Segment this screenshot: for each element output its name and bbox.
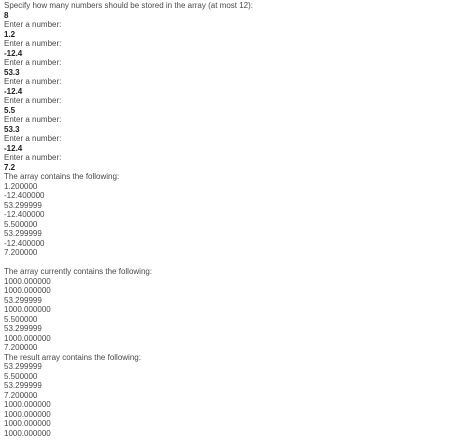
console-input-line: 5.5 (4, 105, 16, 115)
console-output-line: 53.299999 (4, 381, 42, 390)
console-input-line: 7.2 (4, 162, 16, 172)
console-output-line: Enter a number: (4, 58, 62, 67)
console-output-line: 1000.000000 (4, 276, 51, 286)
console-output-line: 53.299999 (4, 295, 42, 305)
console-input-line: -12.4 (4, 143, 23, 153)
console-output-line: 53.299999 (4, 362, 42, 371)
console-output-line: 1000.000000 (4, 333, 51, 343)
console-output-line: Enter a number: (4, 96, 62, 105)
console-output-line: 5.500000 (4, 314, 38, 324)
console-output-line: 1000.000000 (4, 400, 51, 409)
console-output-line: 5.500000 (4, 219, 38, 229)
console-input-line: 8 (4, 10, 9, 20)
console-output-line: Enter a number: (4, 39, 62, 48)
console-output-line: Enter a number: (4, 77, 62, 86)
console-input-line: 53.3 (4, 124, 20, 134)
console-output-line: -12.400000 (4, 191, 45, 200)
console-output-line: 1000.000000 (4, 305, 51, 314)
console-output-line: 53.299999 (4, 229, 42, 238)
console-output-line: 7.200000 (4, 390, 38, 400)
console-input-line: -12.4 (4, 86, 23, 96)
console-input-line: -12.4 (4, 48, 23, 58)
console-output (4, 1, 470, 438)
console-output-line: 5.500000 (4, 371, 38, 381)
console-input-line: 53.3 (4, 67, 20, 77)
console-output-line: The array contains the following: (4, 172, 120, 181)
console-output-line: Enter a number: (4, 20, 62, 29)
console-output-line: Enter a number: (4, 115, 62, 124)
console-output-line: 1000.000000 (4, 419, 51, 428)
console-output-line: -12.400000 (4, 238, 45, 248)
console-blank-line (4, 258, 470, 268)
console-output-line: 1000.000000 (4, 428, 51, 438)
console-output-line: 1000.000000 (4, 286, 51, 295)
console-output-line: Enter a number: (4, 153, 62, 162)
console-output-line: -12.400000 (4, 210, 45, 219)
console-output-line: 53.299999 (4, 200, 42, 210)
console-output-line: Specify how many numbers should be stored in the array (at most 12): (4, 1, 254, 10)
console-output-line: The result array contains the following: (4, 352, 141, 362)
console-output-line: 7.200000 (4, 248, 38, 257)
console-output-line: 1.200000 (4, 181, 38, 191)
console-input-line: 1.2 (4, 29, 16, 39)
console-output-line: 1000.000000 (4, 409, 51, 419)
console-output-line: 7.200000 (4, 343, 38, 352)
console-output-line: 53.299999 (4, 324, 42, 333)
console-output-line: The array currently contains the following: (4, 267, 153, 276)
console-output-line: Enter a number: (4, 134, 62, 143)
